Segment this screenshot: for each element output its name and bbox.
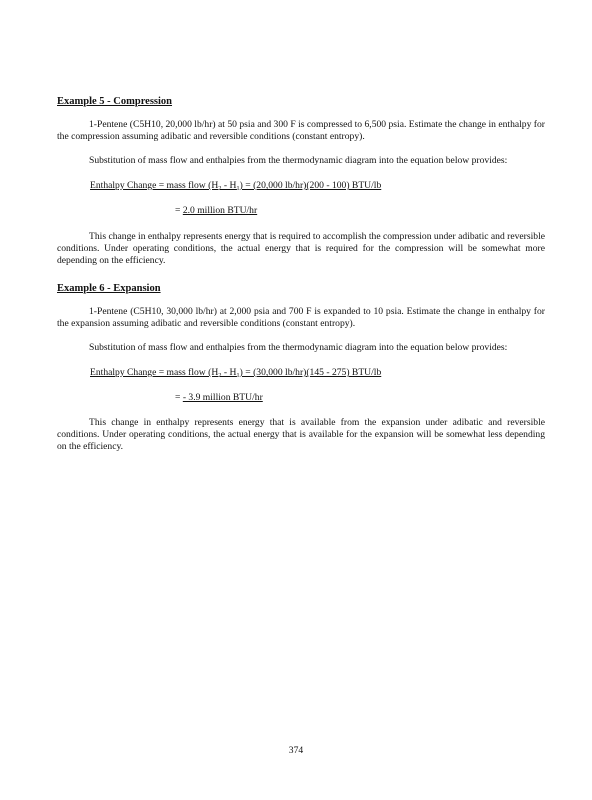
example-6-conclusion: This change in enthalpy represents energy that is available from the expansion under adibatic and reversible conditions. Under operating conditions, the actual energy that is available for the expansion will be somewhat less depending on the efficiency.	[57, 417, 545, 452]
result-equals: =	[175, 392, 183, 403]
example-5-substitution: Substitution of mass flow and enthalpies from the thermodynamic diagram into the equation below provides:	[89, 155, 508, 166]
example-6-intro: 1-Pentene (C5H10, 30,000 lb/hr) at 2,000 psia and 700 F is expanded to 10 psia. Estimate the change in enthalpy for the expansion assuming adibatic and reversible conditions (constant entropy).	[57, 306, 545, 329]
equation-prefix: Enthalpy Change = mass flow (H	[90, 180, 219, 191]
equation-suffix: ) = (30,000 lb/hr)(145 - 275) BTU/lb	[239, 367, 382, 378]
result-value: 2.0 million BTU/hr	[182, 205, 258, 216]
equation-mid: - H	[221, 180, 237, 191]
equation-prefix: Enthalpy Change = mass flow (H	[90, 367, 219, 378]
example-6-result	[175, 392, 263, 404]
example-5-heading: Example 5 - Compression	[57, 96, 173, 107]
result-value: - 3.9 million BTU/hr	[182, 392, 263, 403]
example-6-equation	[90, 367, 381, 379]
subscript-1: 1	[236, 372, 240, 379]
example-5-conclusion: This change in enthalpy represents energy that is required to accomplish the compression under adibatic and reversible conditions. Under operating conditions, the actual energy that is required for the compression will be somewhat more depending on the efficiency.	[57, 231, 545, 266]
example-6-heading: Example 6 - Expansion	[57, 283, 161, 294]
example-6-substitution: Substitution of mass flow and enthalpies from the thermodynamic diagram into the equation below provides:	[89, 342, 508, 353]
example-5-result	[175, 205, 257, 217]
example-5-equation	[90, 180, 381, 192]
example-5-intro: 1-Pentene (C5H10, 20,000 lb/hr) at 50 psia and 300 F is compressed to 6,500 psia. Estimate the change in enthalpy for the compression assuming adibatic and reversible conditions (constant entropy).	[57, 119, 545, 142]
subscript-2: 2	[218, 372, 222, 379]
subscript-2: 2	[218, 185, 222, 192]
page-number: 374	[288, 745, 304, 756]
result-equals: =	[175, 205, 183, 216]
equation-mid: - H	[221, 367, 237, 378]
subscript-1: 1	[236, 185, 240, 192]
equation-suffix: ) = (20,000 lb/hr)(200 - 100) BTU/lb	[239, 180, 382, 191]
